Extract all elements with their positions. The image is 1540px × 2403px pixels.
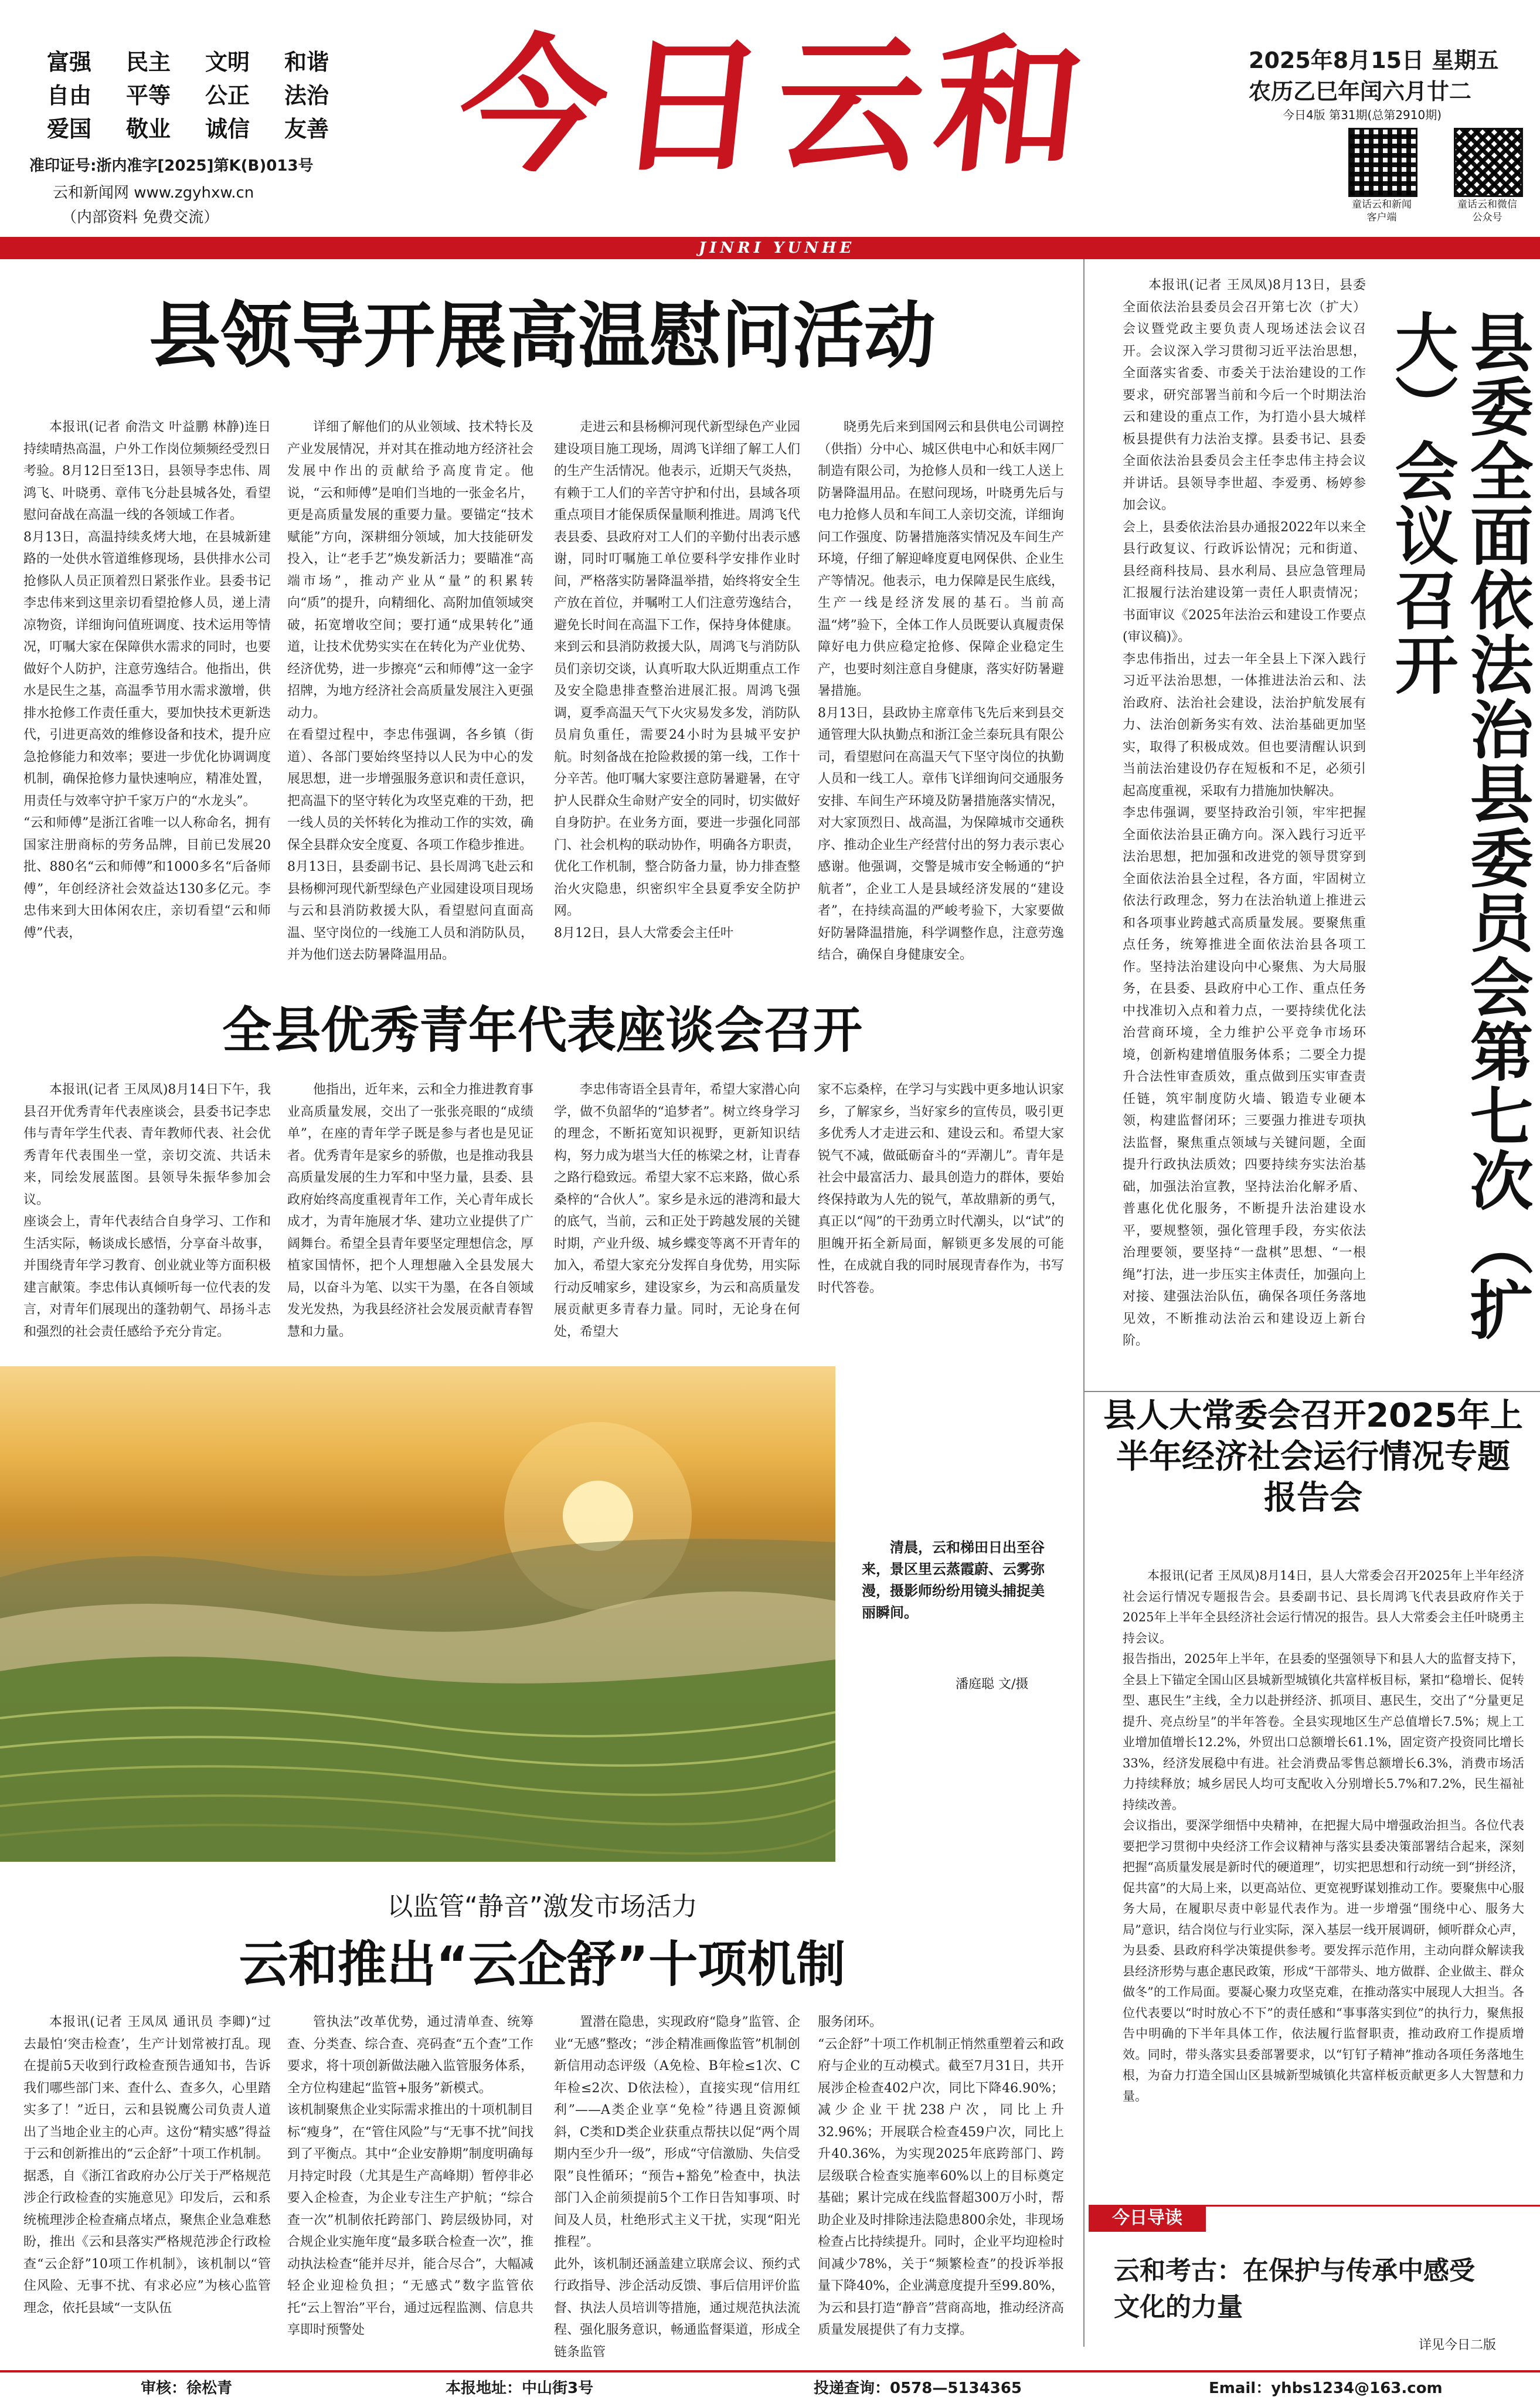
cyq-body-col2 (287, 2011, 533, 2337)
value-item: 富强 (47, 49, 92, 75)
heat-text-3: 走进云和县杨柳河现代新型绿色产业园建设项目施工现场，周鸿飞详细了解工人们的生产生活情况。他表示，近期天气炎热，有赖于工人们的辛苦守护和付出，县域各项重点项目才能保质保量顺利推进。周鸿飞代表县委、县政府对工人们的辛勤付出表示感谢，同时叮嘱施工单位要科学安排作业时间，严格落实防暑降温举措，始终将安全生产放在首位，并嘱咐工人们注意劳逸结合，避免长时间在高温下工作，保持身体健康。 来到云和县消防救援大队，周鸿飞与消防队员们亲切交谈，认真听取大队近期重点工作及安全隐患排查整治进展汇报。周鸿飞强调，夏季高温天气下火灾易发多发，消防队员肩负重任，需要24小时为县城平安护航。时刻备战在抢险救援的第一线，工作十分辛苦。他叮嘱大家要注意防暑避暑，在守护人民群众生命财产安全的同时，切实做好自身防护。在业务方面，要进一步强化同部门、社会机构的联动协作，明确各方职责，优化工作机制，整合防备力量，协力排查整治火灾隐患，织密织牢全县夏季安全防护网。 8月12日，县人大常委会主任叶 (554, 420, 800, 941)
guide-see-page[interactable]: 详见今日二版 (1419, 2338, 1497, 2353)
youth-body-col2 (287, 1079, 533, 1355)
heat-text-2: 详细了解他们的从业领域、技术特长及产业发展情况，并对其在推动地方经济社会发展中作出的贡献给予高度肯定。他说，“云和师傅”是咱们当地的一张金名片，更是高质量发展的重要力量。要锚定“技术赋能”方向，深耕细分领域，加大技能研发投入，让“老手艺”焕发新活力；要瞄准“高端市场”，推动产业从“量”的积累转向“质”的提升，向精细化、高附加值领域突破，拓宽增收空间；要打通“成果转化”通道，让技术优势实实在在转化为产业优势、经济优势，进一步擦亮“云和师傅”这一金字招牌，为地方经济社会高质量发展注入更强动力。 在看望过程中，李忠伟强调，各乡镇（街道）、各部门要始终坚持以人民为中心的发展思想，进一步增强服务意识和责任意识，把高温下的坚守转化为攻坚克难的干劲，把一线人员的关怀转化为推动工作的实效，确保全县群众安全度夏、各项工作稳步推进。 8月13日，县委副书记、县长周鸿飞赴云和县杨柳河现代新型绿色产业园建设项目现场与云和县消防救援大队，看望慰问直面高温、坚守岗位的一线施工人员和消防队员，并为他们送去防暑降温用品。 (287, 420, 533, 962)
law-meeting-body (1123, 274, 1366, 1389)
npc-headline: 县人大常委会召开2025年上半年经济社会运行情况专题报告会 (1103, 1397, 1523, 1517)
photo-credit: 潘庭聪 文/摄 (956, 1677, 1029, 1692)
photo-scene-svg (0, 1366, 835, 1862)
heat-body-col3 (554, 416, 800, 968)
footer-hotline: 投递查询：0578—5134365 (814, 2380, 1022, 2397)
qr-caption-app: 童话云和新闻客户端 (1352, 199, 1412, 223)
value-item: 自由 (47, 83, 92, 108)
youth-text-3: 李忠伟寄语全县青年，希望大家潜心向学，做不负韶华的“追梦者”。树立终身学习的理念，不断拓宽知识视野，更新知识结构，努力成为堪当大任的栋梁之材，让青春之路行稳致远。希望大家不忘来路，做心系桑梓的“合伙人”。家乡是永远的港湾和最大的底气，当前，云和正处于跨越发展的关键时期，产业升级、城乡蝶变等离不开青年的加入，希望大家充分发挥自身优势，用实际行动反哺家乡，建设家乡，为云和高质量发展贡献更多青春力量。同时，无论身在何处，希望大 (554, 1082, 800, 1339)
date: 2025年8月15日 星期五 (1249, 47, 1499, 73)
cyq-body-col1 (23, 2011, 271, 2334)
value-item: 公正 (205, 83, 250, 108)
cyq-headline: 云和推出“云企舒”十项机制 (239, 1936, 846, 1993)
youth-body-col4 (818, 1079, 1064, 1355)
cyq-text-4: 服务闭环。 “云企舒”十项工作机制正悄然重塑着云和政府与企业的互动模式。截至7月31日，共开展涉企检查402户次，同比下降46.90%；减少企业干扰238户次，同比上升32.96%；开展联合检查459户次，同比上升40.36%，为实现2025年底跨部门、跨层级联合检查实施率60%以上的目标奠定基础；累计完成在线监督超300万小时，帮助企业及时排除违法隐患800余处，非现场检查占比持续提升。同时，企业平均迎检时间减少78%，关于“频繁检查”的投诉举报量下降40%，企业满意度提升至99.80%，为云和县打造“静音”营商高地，推动经济高质量发展提供了有力支撑。 (818, 2015, 1064, 2337)
youth-text-4: 家不忘桑梓，在学习与实践中更多地认识家乡，了解家乡，当好家乡的宣传员，吸引更多优秀人才走进云和、建设云和。希望大家锐气不减，做砥砺奋斗的“弄潮儿”。青年是社会中最富活力、最具创造力的群体，要始终保持敢为人先的锐气，革故鼎新的勇气，真正以“闯”的干劲勇立时代潮头，以“试”的胆魄开拓全新局面，解锁更多发展的可能性，在成就自我的同时展现青春作为，书写时代答卷。 (818, 1082, 1064, 1295)
website: 云和新闻网 www.zgyhxw.cn (53, 184, 254, 202)
core-values (47, 46, 375, 146)
cyq-text-1: 本报讯(记者 王凤凤 通讯员 李卿)“过去最怕‘突击检查’，生产计划常被打乱。现在提前5天收到行政检查预告通知书，告诉我们哪些部门来、查什么、查多久，心里踏实多了！”近日，云和县锐鹰公司负责人道出了当地企业主的心声。这份“精实感”得益于云和创新推出的“云企舒”十项工作机制。 据悉，自《浙江省政府办公厅关于严格规范涉企行政检查的实施意见》印发后，云和系统梳理涉企检查痛点堵点，聚焦企业急难愁盼，推出《云和县落实严格规范涉企行政检查“云企舒”10项工作机制》，该机制以“管住风险、无事不扰、有求必应”为核心监管理念，依托县域“一支队伍 (23, 2015, 271, 2316)
value-item: 敬业 (126, 116, 171, 142)
masthead-pinyin: JINRI YUNHE (698, 239, 855, 257)
youth-text-1: 本报讯(记者 王凤凤)8月14日下午，我县召开优秀青年代表座谈会，县委书记李忠伟与青年学生代表、青年教师代表、社会优秀青年代表围坐一堂，亲切交流、共话未来，同绘发展蓝图。县领导朱振华参加会议。 座谈会上，青年代表结合自身学习、工作和生活实际，畅谈成长感悟，分享奋斗故事，并围绕青年学习教育、创业就业等方面积极建言献策。李忠伟认真倾听每一位代表的发言，对青年们展现出的蓬勃朝气、昂扬斗志和强烈的社会责任感给予充分肯定。 (23, 1082, 271, 1339)
heat-body-col2 (287, 416, 533, 968)
qr-code-app[interactable] (1348, 128, 1417, 197)
issue-info: 今日4版 第31期(总第2910期) (1283, 108, 1442, 122)
value-item: 文明 (205, 49, 250, 75)
footer-rule (0, 2370, 1540, 2373)
npc-body (1123, 1566, 1524, 2181)
law-meeting-text: 本报讯(记者 王凤凤)8月13日，县委全面依法治县委员会召开第七次（扩大）会议暨党政主要负责人现场述法会议召开。会议深入学习贯彻习近平法治思想，全面落实省委、市委关于法治建设的工作要求，研究部署当前和今后一个时期法治云和建设的重点工作，为打造小县大城样板县提供有力法治支撑。县委书记、县委全面依法治县委员会主任李忠伟主持会议并讲话。县领导李世超、李爱勇、杨婷参加会议。 会上，县委依法治县办通报2022年以来全县行政复议、行政诉讼情况；元和街道、县经商科技局、县水利局、县应急管理局汇报履行法治建设第一责任人职责情况；书面审议《2025年法治云和建设工作要点(审议稿)》。 李忠伟指出，过去一年全县上下深入践行习近平法治思想，一体推进法治云和、法治政府、法治社会建设，法治护航发展有力、法治创新务实有效、法治基础更加坚实，取得了积极成效。但也要清醒认识到当前法治建设仍存在短板和不足，必须引起高度重视，采取有力措施加快解决。 李忠伟强调，要坚持政治引领，牢牢把握全面依法治县正确方向。深入践行习近平法治思想，把加强和改进党的领导贯穿到全面依法治县全过程，各方面，牢固树立依法行政理念，努力在法治轨道上推进云和各项事业跨越式高质量发展。要聚焦重点任务，统筹推进全面依法治县各项工作。坚持法治建设向中心聚焦、为大局服务，在县委、县政府中心工作、重点任务中找准切入点和着力点，一要持续优化法治营商环境，全力维护公平竞争市场环境，创新构建增值服务体系；二要全力提升合法性审查质效，重点做到压实审查责任链，筑牢制度防火墙、锻造专业硬本领，构建监督闭环；三要强力推进专项执法监督，聚焦重点领域与关键问题，全面提升行政执法质效；四要持续夯实法治基础，加强法治宣教，坚持法治化解矛盾、普惠化优化服务，不断提升法治建设水平，要规整领，强化管理手段，夯实依法治理要领，要坚持“一盘棋”思想、“一根绳”打法，进一步压实主体责任，加强向上对接、建强法治队伍，确保各项任务落地见效，不断推动法治云和建设迈上新台阶。 (1123, 278, 1366, 1348)
law-meeting-headline: 县委全面依法治县委员会第七次（扩大）会议召开 (1384, 310, 1532, 1342)
heat-body-col4 (818, 416, 1064, 968)
qr-code-wechat[interactable] (1454, 128, 1523, 197)
core-values-grid (47, 46, 375, 146)
heat-text-4: 晓勇先后来到国网云和县供电公司调控（供指）分中心、城区供电中心和妖丰网厂制造有限公司，为抢修人员和一线工人送上防暑降温用品。在慰问现场，叶晓勇先后与电力抢修人员和车间工人亲切交流，详细询问工作强度、防暑措施落实情况及车间生产环境，仔细了解迎峰度夏电网保供、企业生产等情况。他表示，电力保障是民生底线，生产一线是经济发展的基石。当前高温“烤”验下，全体工作人员既要认真履责保障好电力供应稳定抢修、保障企业稳定生产，也要时刻注意自身健康，落实好防暑避暑措施。 8月13日，县政协主席章伟飞先后来到县交通管理大队执勤点和浙江金兰泰玩具有限公司，看望慰问在高温天气下坚守岗位的执勤人员和一线工人。章伟飞详细询问交通服务安排、车间生产环境及防暑措施落实情况，对大家顶烈日、战高温，为保障城市交通秩序、推动企业生产经营付出的努力表示衷心感谢。他强调，交警是城市安全畅通的“护航者”，企业工人是县域经济发展的“建设者”，在持续高温的严峻考验下，大家要做好防暑降温措施，科学调整作息，注意劳逸结合，确保自身健康安全。 (818, 420, 1064, 962)
guide-label: 今日导读 (1089, 2205, 1206, 2232)
value-item: 友善 (284, 116, 329, 142)
masthead-title: 今日云和 (451, 19, 1103, 192)
value-item: 诚信 (205, 116, 250, 142)
cyq-body-col3 (554, 2011, 800, 2360)
divider-right-column (1083, 259, 1085, 2347)
cyq-kicker: 以监管“静音”激发市场活力 (387, 1892, 698, 1922)
free-notice: （内部资料 免费交流） (62, 209, 219, 226)
value-item: 法治 (284, 83, 329, 108)
terrace-sunrise-photo (0, 1366, 835, 1862)
guide-title[interactable]: 云和考古：在保护与传承中感受文化的力量 (1114, 2256, 1475, 2322)
youth-headline: 全县优秀青年代表座谈会召开 (222, 1002, 862, 1059)
value-item: 平等 (126, 83, 171, 108)
heat-text-1: 本报讯(记者 俞浩文 叶益鹏 林静)连日持续晴热高温，户外工作岗位频频经受烈日考验。8月12日至13日，县领导李忠伟、周鸿飞、叶晓勇、章伟飞分赴县城各处，看望慰问奋战在高温一线的各领域工作者。 8月13日，高温持续炙烤大地，在县城新建路的一处供水管道维修现场，县供排水公司抢修队人员正顶着烈日紧张作业。县委书记李忠伟来到这里亲切看望抢修人员，递上清凉物资，详细询问值班调度、技术运用等情况，叮嘱大家在保障供水需求的同时，也要做好个人防护，注意劳逸结合。他指出，供水是民生之基，高温季节用水需求激增，供排水抢修工作责任重大，要加快技术更新迭代，引进更高效的维修设备和技术，提升应急抢修能力和效率；要进一步优化协调调度机制，确保抢修力量快速响应，精准处置，用责任与效率守护千家万户的“水龙头”。 “云和师傅”是浙江省唯一以人称命名，拥有国家注册商标的劳务品牌，目前已发展20批、880名“云和师傅”和1000多名“后备师傅”，年创经济社会效益达130多亿元。李忠伟来到大田体闲农庄，亲切看望“云和师傅”代表， (23, 420, 271, 941)
footer-editor: 审核：徐松青 (141, 2380, 233, 2397)
youth-body-col3 (554, 1079, 800, 1355)
footer-address: 本报地址：中山街3号 (446, 2380, 594, 2397)
youth-body-col1 (23, 1079, 271, 1355)
cyq-text-2: 管执法”改革优势，通过清单查、统筹查、分类查、综合查、亮码查“五个查”工作要求，将十项创新做法融入监管服务体系，全方位构建起“监管+服务”新模式。 该机制聚焦企业实际需求推出的十项机制目标“瘦身”，在“管住风险”与“无事不扰”间找到了平衡点。其中“企业安静期”制度明确每月持定时段（尤其是生产高峰期）暂停非必要入企检查，为企业专注生产护航；“综合查一次”机制依托跨部门、跨层级协同，对合规企业实施年度“最多联合检查一次”，推动执法检查“能并尽并，能合尽合”，大幅减轻企业迎检负担；“无感式”数字监管依托“云上智治”平台，通过远程监测、信息共享即时预警处 (287, 2015, 533, 2337)
divider-law-npc (1085, 1391, 1540, 1392)
photo-caption: 清晨，云和梯田日出至谷来，景区里云蒸霞蔚、云雾弥漫，摄影师纷纷用镜头捕捉美丽瞬间。 (862, 1539, 1045, 1621)
footer-email: Email：yhbs1234@163.com (1209, 2380, 1443, 2397)
value-item: 民主 (126, 49, 171, 75)
youth-text-2: 他指出，近年来，云和全力推进教育事业高质量发展，交出了一张张亮眼的“成绩单”，在座的青年学子既是参与者也是见证者。优秀青年是家乡的骄傲，也是推动我县高质量发展的生力军和中坚力量，县委、县政府始终高度重视青年工作，关心青年成长成才，为青年施展才华、建功立业提供了广阔舞台。希望全县青年要坚定理想信念，厚植家国情怀，把个人理想融入全县发展大局，以奋斗为笔、以实干为墨，在各自领域发光发热，为我县经济社会发展贡献青春智慧和力量。 (287, 1082, 533, 1339)
heat-headline: 县领导开展高温慰问活动 (149, 294, 936, 378)
value-item: 和谐 (284, 49, 329, 75)
npc-text: 本报讯(记者 王凤凤)8月14日，县人大常委会召开2025年上半年经济社会运行情况专题报告会。县委副书记、县长周鸿飞代表县政府作关于2025年上半年全县经济社会运行情况的报告。县人大常委会主任叶晓勇主持会议。 报告指出，2025年上半年，在县委的坚强领导下和县人大的监督支持下，全县上下锚定全国山区县城新型城镇化共富样板目标，紧扣“稳增长、促转型、惠民生”主线，全力以赴拼经济、抓项目、惠民生，交出了“分量更足提升、亮点纷呈”的半年答卷。全县实现地区生产总值增长7.5%；规上工业增加值增长12.2%，外贸出口总额增长61.1%，固定资产投资同比增长33%，经济发展稳中有进。社会消费品零售总额增长6.3%，消费市场活力持续释放；城乡居民人均可支配收入分别增长5.7%和7.2%，民生福祉持续改善。 会议指出，要深学细悟中央精神，在把握大局中增强政治担当。各位代表要把学习贯彻中央经济工作会议精神与落实县委决策部署结合起来，深刻把握“高质量发展是新时代的硬道理”，切实把思想和行动统一到“拼经济，促共富”的大局上来，以更高站位、更宽视野谋划推动工作。要聚焦中心服务大局，在履职尽责中彰显代表作为。进一步增强“围绕中心、服务大局”意识，结合岗位与行业实际，深入基层一线开展调研，倾听群众心声，为县委、县政府科学决策提供参考。要发挥示范作用，主动向群众解读我县经济形势与惠企惠民政策，形成“干部带头、地方做群、企业做主、群众做冬”的工作局面。要凝心聚力攻坚克难，在推动落实中展现人大担当。各位代表要以“时时放心不下”的责任感和“事事落实到位”的执行力，聚焦报告中明确的下半年具体工作，依法履行监督职责，推动政府工作提质增效。同时，带头落实县委部署要求，以“钉钉子精神”推动各项任务落地生根，为奋力打造全国山区县城新型城镇化共富样板贡献更多人大智慧和力量。 (1123, 1569, 1524, 2103)
value-item: 爱国 (47, 116, 92, 142)
cyq-text-3: 置潜在隐患，实现政府“隐身”监管、企业“无感”整改；“涉企精准画像监管”机制创新信用动态评级（A免检、B年检≤1次、C年检≤2次、D依法检），直接实现“信用红利”——A类企业享“免检”待遇且资源倾斜，C类和D类企业获重点帮扶以促“两个周期内至少升一级”，形成“守信激励、失信受限”良性循环；“预告+豁免”检查中，执法部门入企前须提前5个工作日告知事项、时间及人员，杜绝形式主义干扰，实现“阳光推程”。 此外，该机制还涵盖建立联席会议、预约式行政指导、涉企活动反馈、事后信用评价监督、执法人员培训等措施，通过规范执法流程、强化服务意识，畅通监督渠道，形成全链条监管 (554, 2015, 800, 2360)
heat-body-col1 (23, 416, 271, 968)
permit-number: 准印证号:浙内准字[2025]第K(B)013号 (29, 157, 314, 175)
qr-caption-wechat: 童话云和微信公众号 (1457, 199, 1517, 223)
lunar-date: 农历乙巳年闰六月廿二 (1249, 79, 1472, 104)
cyq-body-col4 (818, 2011, 1064, 2337)
